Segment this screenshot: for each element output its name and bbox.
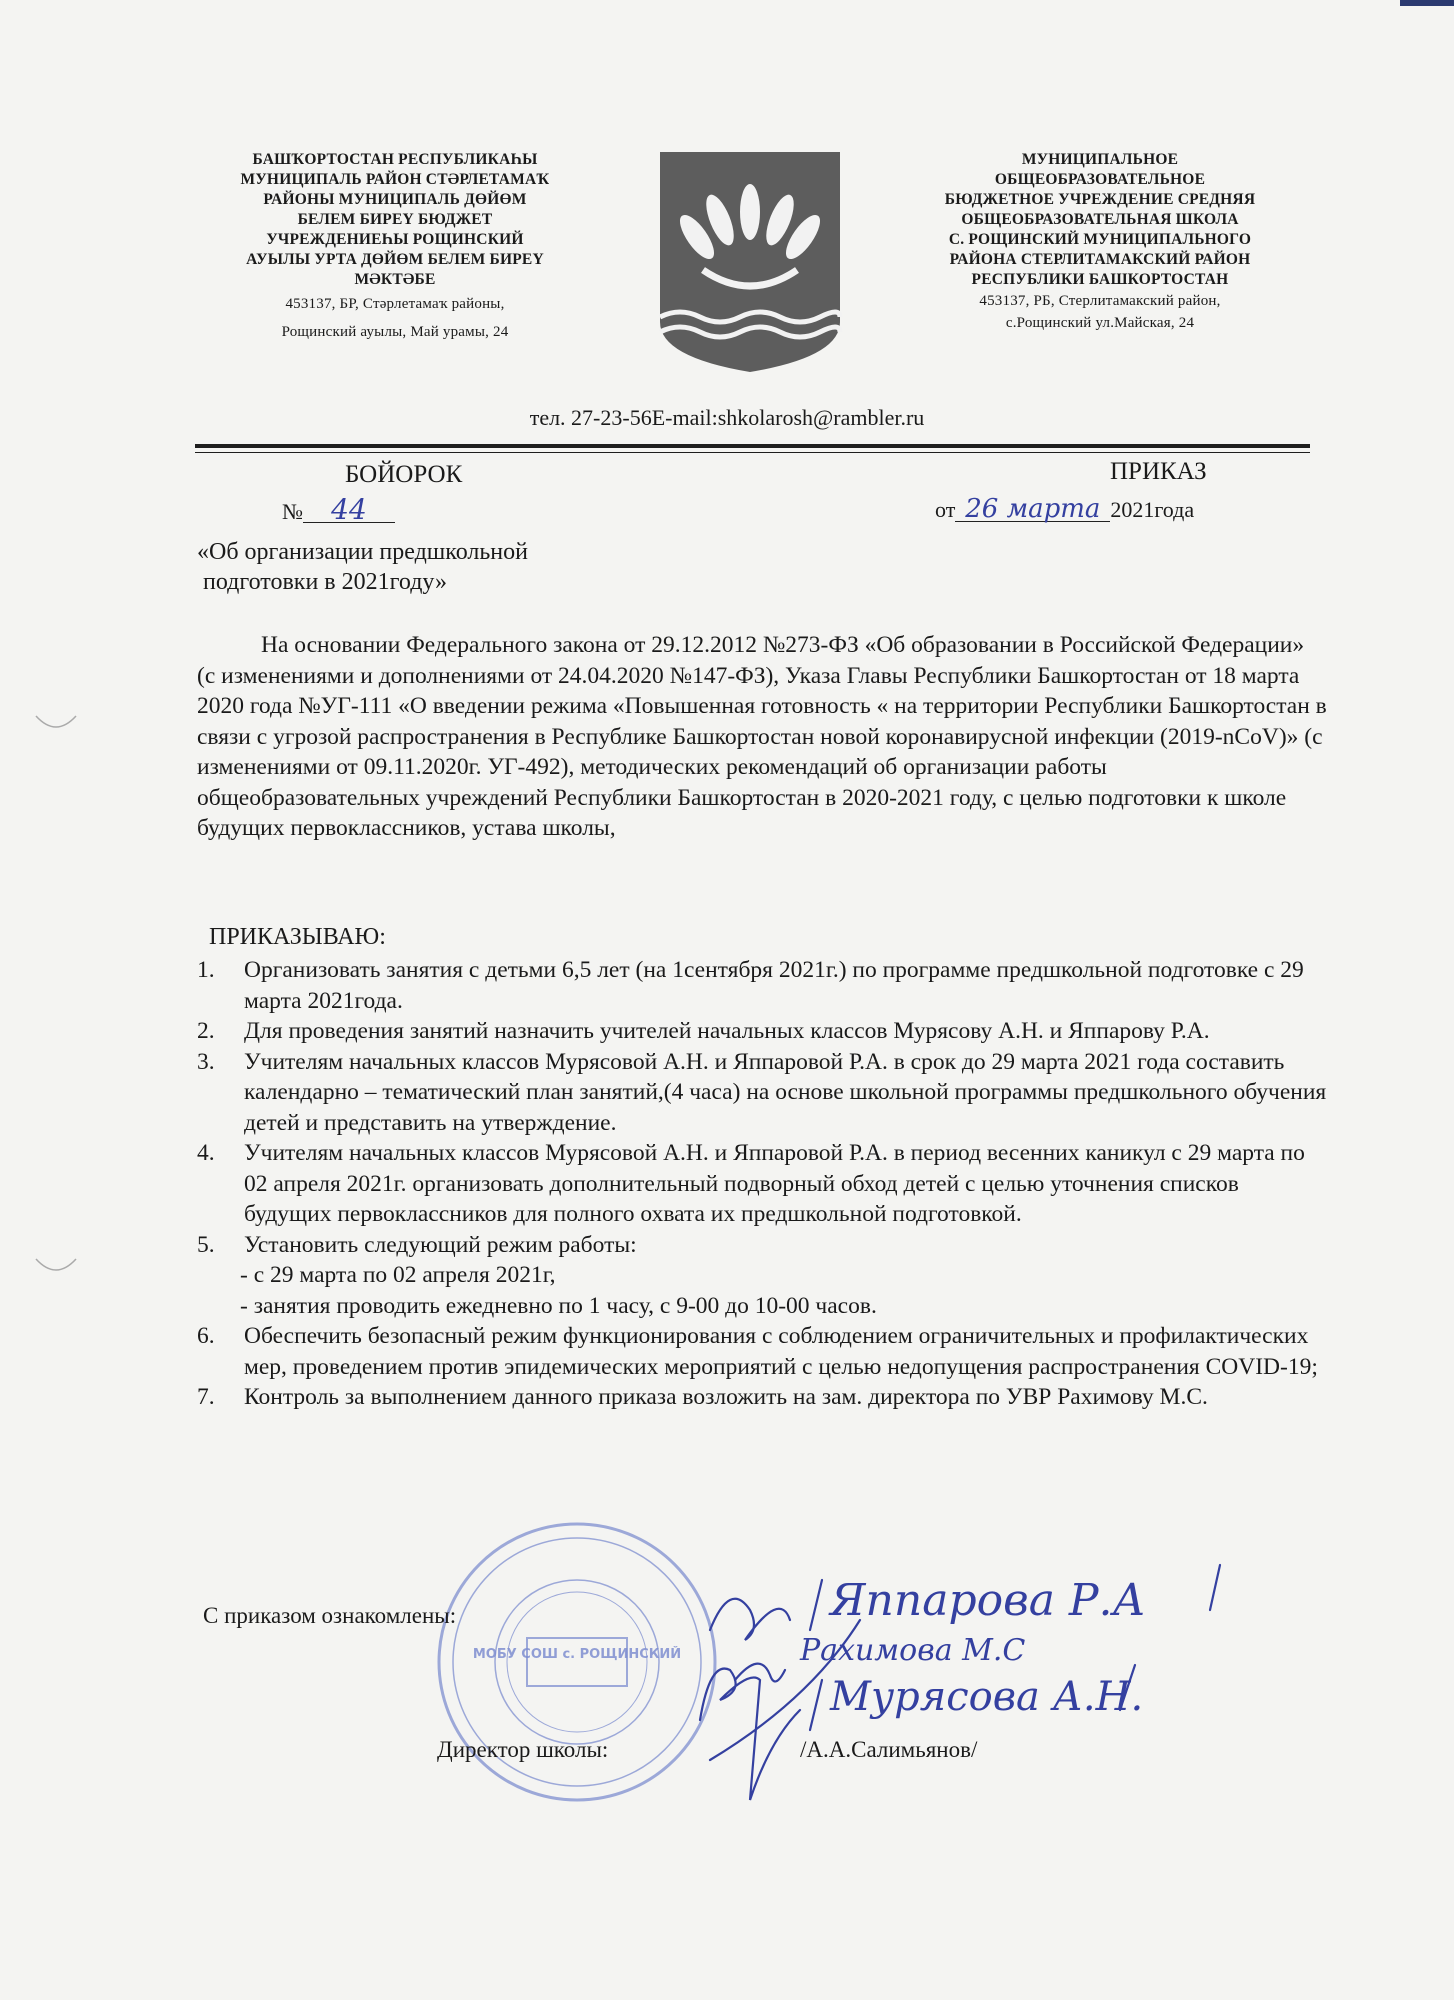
list-item <box>197 1382 1327 1413</box>
director-label: Директор школы: <box>437 1737 609 1762</box>
header-left-line: УЧРЕЖДЕНИЕҺЫ РОЩИНСКИЙ <box>266 231 524 248</box>
header-right-line: БЮДЖЕТНОЕ УЧРЕЖДЕНИЕ СРЕДНЯЯ <box>944 191 1256 208</box>
stamp-text: МОБУ СОШ с. РОЩИНСКИЙ <box>472 1647 682 1662</box>
item-number: 3. <box>197 1048 215 1075</box>
header-left-line: БАШҠОРТОСТАН РЕСПУБЛИКАҺЫ <box>252 151 538 168</box>
header-left-bashkir <box>200 150 590 346</box>
item-number: 5. <box>197 1231 215 1258</box>
order-date-handwritten: 26 марта <box>955 497 1110 522</box>
list-subitem: - занятия проводить ежедневно по 1 часу, с 9-00 до 10-00 часов. <box>240 1292 877 1319</box>
list-item <box>197 1047 1327 1139</box>
header-right-line: ОБЩЕОБРАЗОВАТЕЛЬНОЕ <box>994 171 1206 188</box>
header-right-line: С. РОЩИНСКИЙ МУНИЦИПАЛЬНОГО <box>948 231 1252 248</box>
list-item <box>197 955 1327 1016</box>
header-left-line: РАЙОНЫ МУНИЦИПАЛЬ ДӨЙӨМ <box>263 191 527 208</box>
item-number: 1. <box>197 957 215 983</box>
order-date-prefix: от <box>935 497 956 522</box>
order-date <box>935 494 1195 524</box>
header-left-line: АУЫЛЫ УРТА ДӨЙӨМ БЕЛЕМ БИРЕҮ <box>246 251 544 268</box>
header-right-russian <box>895 150 1305 334</box>
list-item <box>197 1321 1327 1382</box>
order-number-prefix: № <box>282 499 303 524</box>
subject-line: подготовки в 2021году» <box>197 569 447 595</box>
acknowledged-label: С приказом ознакомлены: <box>203 1603 457 1628</box>
scan-edge-mark <box>1400 0 1454 6</box>
header-divider-thin <box>195 452 1310 453</box>
signature-text: Мурясова А.Н. <box>830 1674 1144 1720</box>
header-left-address: 453137, БР, Стәрлетамаҡ районы, <box>285 296 505 312</box>
header-right-address: с.Рощинский ул.Майская, 24 <box>1005 315 1195 331</box>
handwritten-signatures-icon <box>690 1560 1250 1820</box>
punch-hole-icon <box>34 712 78 734</box>
signature-text: Рахимова М.С <box>800 1633 1026 1668</box>
item-text: Организовать занятия с детьми 6,5 лет (на 1сентября 2021г.) по программе предшкольной подготовке с 29 марта 2021года. <box>244 957 1304 1014</box>
preamble-paragraph: На основании Федерального закона от 29.12.2012 №273-ФЗ «Об образовании в Российской Федерации» (с изменениями и дополнениями от 24.04.2020 №147-ФЗ), Указа Главы Республики Башкортостан от 18 марта 2020 года №УГ-111 «О введении режима «Повышенная готовность « на территории Республики Башкортостан в связи с угрозой распространения в Республике Башкортостан новой коронавирусной инфекции (2019-nCoV)» (с изменениями от 09.11.2020г. УГ-492), методических рекомендаций об организации работы общеобразовательных учреждений Республики Башкортостан в 2020-2021 году, с целью подготовки к школе будущих первоклассников, устава школы, <box>197 632 1327 841</box>
item-text: Учителям начальных классов Мурясовой А.Н. и Яппаровой Р.А. в период весенних каникул с 29 марта по 02 апреля 2021г. организовать дополнительный подворный обход детей с целью уточнения списков будущих первоклассников для полного охвата их предшкольной подготовкой. <box>244 1140 1305 1227</box>
list-item <box>197 1016 1327 1047</box>
header-right-line: ОБЩЕОБРАЗОВАТЕЛЬНАЯ ШКОЛА <box>961 211 1239 228</box>
list-subitem: - с 29 марта по 02 апреля 2021г, <box>240 1262 556 1288</box>
director-name: /А.А.Салимьянов/ <box>800 1737 978 1762</box>
header-divider-thick <box>195 444 1310 448</box>
item-number: 2. <box>197 1018 215 1044</box>
header-left-address: Рощинский ауылы, Май урамы, 24 <box>281 324 509 340</box>
header-right-address: 453137, РБ, Стерлитамакский район, <box>979 293 1221 309</box>
subject-line: «Об организации предшкольной <box>197 539 528 565</box>
item-text: Для проведения занятий назначить учителей начальных классов Мурясову А.Н. и Яппарову Р.А. <box>244 1018 1210 1044</box>
order-number-handwritten: 44 <box>303 498 395 523</box>
orders-heading: ПРИКАЗЫВАЮ: <box>209 924 386 950</box>
order-date-suffix: 2021года <box>1110 497 1195 522</box>
coat-of-arms-icon <box>655 152 845 372</box>
signature-text: Яппарова Р.А <box>830 1575 1146 1626</box>
header-right-line: РЕСПУБЛИКИ БАШКОРТОСТАН <box>971 271 1229 288</box>
item-text: Обеспечить безопасный режим функционирования с соблюдением ограничительных и профилактических мер, проведением против эпидемических мероприятий с целью недопущения распространения COVID-19; <box>244 1323 1318 1380</box>
order-subject <box>197 537 528 597</box>
list-item <box>197 1230 1327 1261</box>
item-number: 4. <box>197 1140 215 1166</box>
header-left-line: МӘКТӘБЕ <box>354 271 436 288</box>
orders-list <box>197 955 1327 1413</box>
title-russian: ПРИКАЗ <box>1110 458 1207 485</box>
header-left-line: БЕЛЕМ БИРЕҮ БЮДЖЕТ <box>297 211 493 228</box>
header-right-line: МУНИЦИПАЛЬНОЕ <box>1021 151 1179 168</box>
punch-hole-icon <box>34 1255 78 1277</box>
item-text: Контроль за выполнением данного приказа возложить на зам. директора по УВР Рахимову М.С. <box>244 1384 1208 1410</box>
header-left-line: МУНИЦИПАЛЬ РАЙОН СТӘРЛЕТАМАҠ <box>240 171 550 188</box>
item-number: 7. <box>197 1384 215 1410</box>
header-right-line: РАЙОНА СТЕРЛИТАМАКСКИЙ РАЙОН <box>949 251 1251 268</box>
item-text: Установить следующий режим работы: <box>244 1231 637 1258</box>
order-number <box>282 493 395 526</box>
list-item <box>197 1138 1327 1230</box>
item-text: Учителям начальных классов Мурясовой А.Н. и Яппаровой Р.А. в срок до 29 марта 2021 года составить календарно – тематический план занятий,(4 часа) на основе школьной программы предшкольного обучения детей и представить на утверждение. <box>244 1048 1327 1136</box>
title-bashkir: БОЙОРОК <box>345 461 463 488</box>
item-number: 6. <box>197 1323 215 1349</box>
contact-line: тел. 27-23-56E-mail:shkolarosh@rambler.ru <box>529 405 925 430</box>
